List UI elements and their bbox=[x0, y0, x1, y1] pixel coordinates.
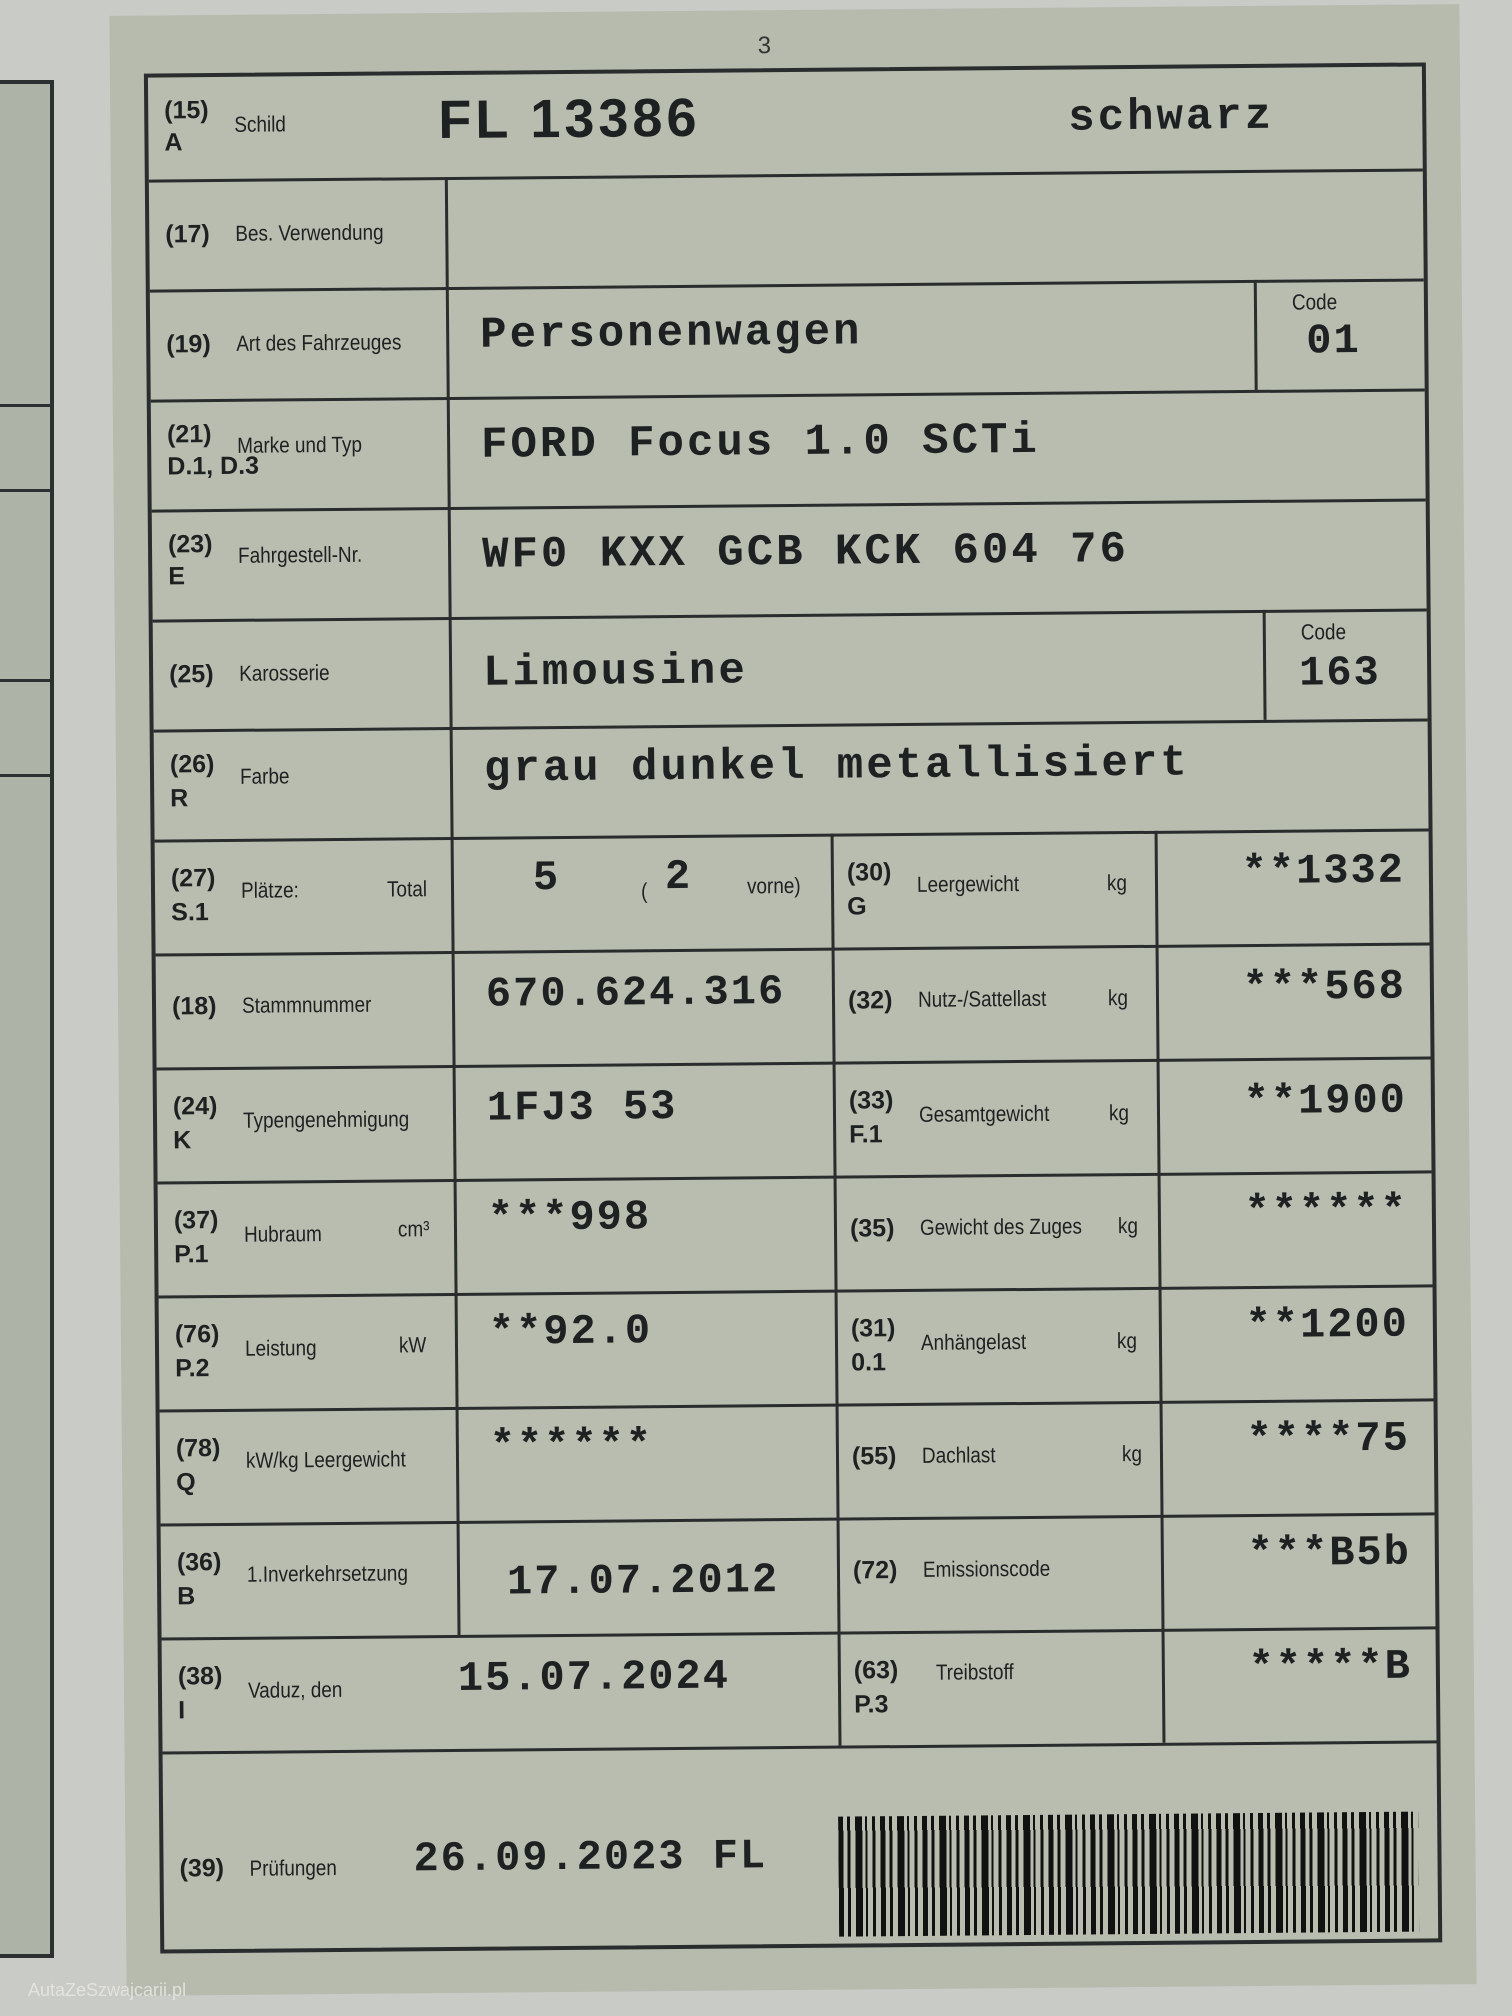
payload-label: Nutz-/Sattellast bbox=[917, 985, 1047, 1012]
fuel-value: *****B bbox=[1248, 1642, 1413, 1693]
vin-value: WF0 KXX GCB KCK 604 76 bbox=[481, 525, 1130, 581]
gross-weight-label: Gesamtgewicht bbox=[918, 1100, 1050, 1127]
body-code-label: Code bbox=[1300, 619, 1347, 645]
vehicle-type-value: Personenwagen bbox=[479, 307, 863, 361]
type-approval-value: 1FJ3 53 bbox=[486, 1083, 678, 1133]
field-sub-q: Q bbox=[176, 1468, 196, 1497]
field-sub-f1: F.1 bbox=[849, 1120, 883, 1149]
field-no-37: (37) bbox=[173, 1206, 219, 1235]
plate-label: Schild bbox=[234, 111, 286, 137]
body-value: Limousine bbox=[482, 646, 748, 699]
first-registration-label: 1.Inverkehrsetzung bbox=[246, 1560, 409, 1587]
field-no-39: (39) bbox=[179, 1853, 225, 1883]
seats-total-value: 5 bbox=[532, 854, 561, 903]
colour-value: grau dunkel metallisiert bbox=[483, 738, 1190, 795]
field-no-63: (63) bbox=[853, 1656, 899, 1685]
field-sub-r: R bbox=[170, 784, 189, 813]
field-sub-d1-d3: D.1, D.3 bbox=[167, 451, 260, 481]
field-no-32: (32) bbox=[847, 986, 893, 1015]
field-no-72: (72) bbox=[852, 1556, 898, 1585]
field-no-30: (30) bbox=[846, 858, 892, 887]
base-number-label: Stammnummer bbox=[241, 991, 372, 1018]
base-number-value: 670.624.316 bbox=[485, 968, 786, 1019]
inspection-value: 26.09.2023 FL bbox=[413, 1832, 768, 1884]
type-approval-label: Typengenehmigung bbox=[242, 1106, 410, 1133]
field-no-18: (18) bbox=[171, 992, 217, 1021]
field-no-38: (38) bbox=[177, 1662, 223, 1691]
issue-date-value: 15.07.2024 bbox=[457, 1652, 731, 1703]
plate-color: schwarz bbox=[1068, 91, 1275, 144]
train-weight-value: ****** bbox=[1244, 1186, 1409, 1237]
registration-table bbox=[144, 62, 1442, 1953]
field-sub-o1: 0.1 bbox=[851, 1348, 887, 1377]
gross-weight-value: **1900 bbox=[1243, 1076, 1408, 1127]
barcode bbox=[838, 1812, 1419, 1937]
payload-unit: kg bbox=[1107, 985, 1129, 1011]
emission-code-label: Emissionscode bbox=[922, 1555, 1051, 1582]
first-registration-value: 17.07.2012 bbox=[506, 1556, 780, 1607]
power-unit: kW bbox=[398, 1332, 427, 1358]
colour-label: Farbe bbox=[239, 763, 290, 789]
vehicle-registration-page bbox=[109, 4, 1476, 1996]
emission-code-value: ***B5b bbox=[1247, 1528, 1412, 1579]
page-number: 3 bbox=[757, 32, 772, 60]
field-sub-p3: P.3 bbox=[854, 1690, 889, 1719]
vin-label: Fahrgestell-Nr. bbox=[237, 541, 363, 568]
field-no-55: (55) bbox=[851, 1442, 897, 1471]
trailer-load-value: **1200 bbox=[1245, 1300, 1410, 1351]
field-no-24: (24) bbox=[172, 1092, 218, 1121]
field-no-36: (36) bbox=[176, 1548, 222, 1577]
roof-load-value: ****75 bbox=[1246, 1414, 1411, 1465]
field-no-33: (33) bbox=[848, 1086, 894, 1115]
vehicle-type-label: Art des Fahrzeuges bbox=[236, 329, 402, 356]
power-weight-label: kW/kg Leergewicht bbox=[245, 1446, 406, 1473]
train-weight-label: Gewicht des Zuges bbox=[919, 1213, 1083, 1240]
field-sub-k: K bbox=[173, 1126, 192, 1155]
field-sub-e: E bbox=[168, 562, 186, 591]
issue-place-label: Vaduz, den bbox=[247, 1676, 343, 1703]
field-no-23: (23) bbox=[167, 530, 213, 559]
gross-weight-unit: kg bbox=[1108, 1100, 1130, 1126]
roof-load-unit: kg bbox=[1121, 1440, 1143, 1467]
make-model-value: FORD Focus 1.0 SCTi bbox=[480, 415, 1041, 471]
empty-weight-unit: kg bbox=[1106, 870, 1128, 896]
seats-front-value: 2 bbox=[664, 852, 693, 902]
fuel-label: Treibstoff bbox=[935, 1659, 1014, 1685]
seats-front-open-paren: ( bbox=[640, 878, 648, 904]
plate-number: FL 13386 bbox=[438, 87, 701, 151]
field-no-31: (31) bbox=[850, 1314, 896, 1343]
field-no-17: (17) bbox=[165, 220, 210, 249]
trailer-load-label: Anhängelast bbox=[920, 1328, 1027, 1355]
field-sub-g: G bbox=[847, 892, 867, 921]
vehicle-type-code: 01 bbox=[1306, 317, 1361, 366]
field-no-25: (25) bbox=[169, 660, 214, 689]
displacement-value: ***998 bbox=[487, 1193, 652, 1243]
watermark: AutaZeSzwajcarii.pl bbox=[28, 1980, 187, 2000]
special-use-label: Bes. Verwendung bbox=[235, 219, 384, 246]
roof-load-label: Dachlast bbox=[921, 1442, 996, 1468]
field-sub-p1: P.1 bbox=[174, 1240, 209, 1269]
field-no-78: (78) bbox=[175, 1434, 221, 1463]
field-sub-a: A bbox=[164, 128, 183, 157]
body-code: 163 bbox=[1298, 648, 1382, 698]
empty-weight-value: **1332 bbox=[1241, 846, 1406, 897]
field-sub-i: I bbox=[178, 1696, 186, 1725]
field-no-35: (35) bbox=[849, 1214, 895, 1243]
field-no-26: (26) bbox=[169, 750, 215, 779]
inspection-label: Prüfungen bbox=[249, 1855, 337, 1881]
field-sub-s1: S.1 bbox=[171, 898, 209, 927]
seats-front-label: vorne) bbox=[746, 872, 801, 899]
payload-value: ***568 bbox=[1242, 962, 1407, 1013]
field-no-15: (15) bbox=[164, 96, 209, 125]
body-label: Karosserie bbox=[239, 660, 330, 686]
seats-total-label: Total bbox=[386, 876, 428, 902]
field-no-19: (19) bbox=[166, 330, 211, 359]
displacement-unit: cm³ bbox=[397, 1216, 430, 1242]
power-label: Leistung bbox=[244, 1335, 317, 1361]
displacement-label: Hubraum bbox=[243, 1221, 322, 1247]
field-sub-p2: P.2 bbox=[175, 1354, 210, 1383]
make-model-label: Marke und Typ bbox=[237, 431, 363, 458]
power-weight-value: ****** bbox=[489, 1421, 654, 1471]
power-value: **92.0 bbox=[488, 1307, 653, 1357]
field-sub-b: B bbox=[177, 1582, 196, 1611]
empty-weight-label: Leergewicht bbox=[916, 871, 1020, 897]
field-no-76: (76) bbox=[174, 1320, 220, 1349]
vehicle-type-code-label: Code bbox=[1291, 289, 1338, 315]
train-weight-unit: kg bbox=[1117, 1212, 1139, 1239]
adjacent-page-edge bbox=[0, 80, 54, 1958]
trailer-load-unit: kg bbox=[1116, 1328, 1138, 1354]
field-no-21: (21) bbox=[166, 420, 212, 449]
field-no-27: (27) bbox=[170, 864, 216, 893]
seats-label: Plätze: bbox=[240, 877, 299, 903]
